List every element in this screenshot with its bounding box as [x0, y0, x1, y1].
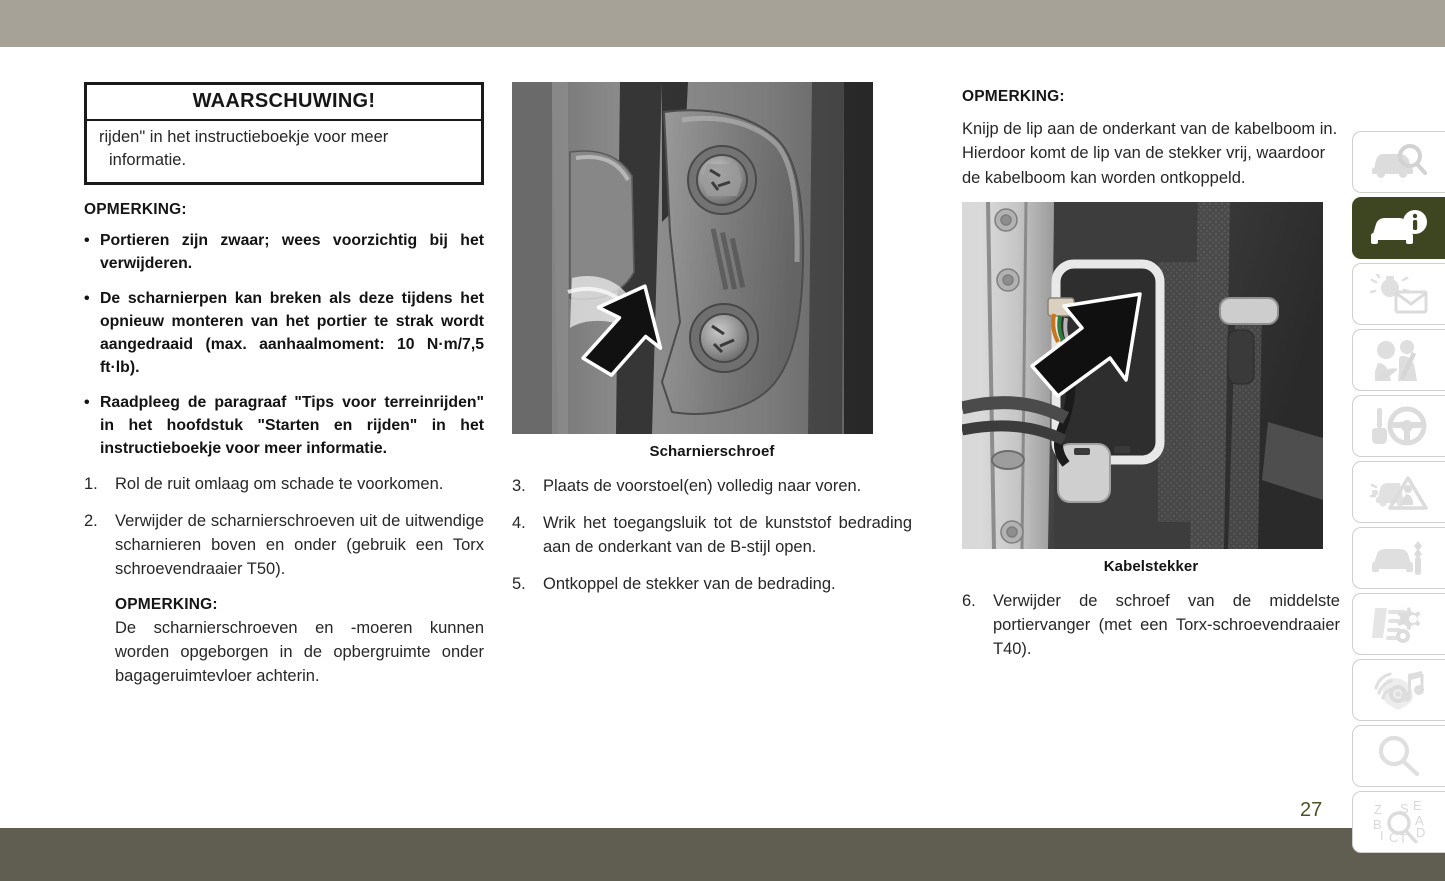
warning-line-1: rijden" in het instructieboekje voor meer: [99, 128, 389, 146]
sidebar-tabs: [1352, 131, 1445, 857]
sidebar-tab-specifications[interactable]: [1352, 593, 1445, 655]
list-item: [512, 512, 912, 560]
list-gears-icon: [1371, 604, 1427, 644]
svg-text:Z: Z: [1374, 802, 1382, 817]
step-number: 6.: [962, 591, 976, 610]
hinge-screw-illustration: [512, 82, 873, 434]
step-number: 1.: [84, 475, 98, 494]
note-heading: OPMERKING:: [84, 200, 187, 218]
list-item: [962, 590, 1340, 662]
svg-text:C: C: [1389, 830, 1399, 843]
top-band: [0, 0, 1445, 47]
warning-line-2: informatie.: [109, 151, 187, 170]
warning-box: [84, 82, 484, 185]
seatbelt-occupant-icon: [1372, 339, 1426, 381]
abc-index-icon: [1372, 801, 1426, 843]
sidebar-tab-index[interactable]: [1352, 791, 1445, 853]
step-list-two: [512, 475, 912, 597]
sub-note-heading: OPMERKING:: [115, 596, 218, 614]
warning-title: WAARSCHUWING!: [87, 85, 481, 121]
step-list-three: [962, 590, 1340, 662]
sidebar-tab-vehicle-search[interactable]: [1352, 131, 1445, 193]
column-three: [962, 82, 1340, 675]
sun-envelope-icon: [1370, 274, 1428, 314]
audio-music-icon: [1372, 670, 1426, 710]
step-number: 4.: [512, 513, 526, 532]
note-bullet-list: [84, 230, 484, 461]
cable-connector-illustration: [962, 202, 1323, 549]
car-warning-triangle-icon: [1370, 472, 1428, 512]
svg-text:A: A: [1415, 813, 1424, 828]
step-text: Wrik het toegangsluik tot de kunststof bedrading aan de onderkant van de B-stijl open.: [543, 513, 912, 556]
step-text: Ontkoppel de stekker van de bedrading.: [543, 574, 836, 593]
svg-text:S: S: [1400, 801, 1409, 816]
sidebar-tab-starting-driving[interactable]: [1352, 395, 1445, 457]
sidebar-tab-notifications[interactable]: [1352, 263, 1445, 325]
step-number: 3.: [512, 477, 526, 495]
sidebar-tab-search[interactable]: [1352, 725, 1445, 787]
list-item: [84, 473, 484, 497]
hinge-screw-photo: [512, 82, 873, 434]
warning-body: [87, 121, 481, 182]
svg-text:D: D: [1416, 825, 1426, 840]
figure-caption-connector: Kabelstekker: [1103, 557, 1199, 575]
magnifier-icon: [1376, 735, 1422, 777]
car-info-icon: [1370, 209, 1428, 247]
step-number: 2.: [84, 512, 98, 531]
svg-text:B: B: [1373, 817, 1382, 832]
list-item: • Portieren zijn zwaar; wees voorzichtig bij het verwijderen.: [84, 230, 484, 275]
bottom-band: [0, 828, 1445, 881]
sidebar-tab-multimedia[interactable]: [1352, 659, 1445, 721]
note-text-right: Knijp de lip aan de onderkant van de kabelboom in. Hierdoor komt de lip van de stekker vrij, waardoor de kabelboom kan worden ontkoppeld.: [962, 120, 1338, 187]
key-steering-wheel-icon: [1371, 406, 1427, 446]
sidebar-tab-maintenance[interactable]: [1352, 527, 1445, 589]
step-text: Verwijder de schroef van de middelste portiervanger (met een Torx-schroevendraaier T40).: [993, 591, 1340, 658]
step-text: Rol de ruit omlaag om schade te voorkomen.: [115, 475, 444, 494]
sub-note: [84, 596, 484, 689]
svg-text:E: E: [1413, 801, 1422, 813]
svg-text:T: T: [1399, 831, 1407, 843]
cable-connector-photo: [962, 202, 1323, 549]
sidebar-tab-safety[interactable]: [1352, 329, 1445, 391]
step-text: Verwijder de scharnierschroeven uit de uitwendige scharnieren boven en onder (gebruik een Torx schroevendraaier T50).: [115, 512, 484, 579]
column-one: [84, 82, 484, 689]
list-item: • Raadpleeg de paragraaf "Tips voor terreinrijden" in het hoofdstuk "Starten en rijden" in het instructieboekje voor meer informatie.: [84, 392, 484, 460]
list-item: [512, 475, 912, 499]
page-content: [0, 47, 1445, 843]
column-two: [512, 82, 912, 610]
step-number: 5.: [512, 574, 526, 593]
list-item: [512, 573, 912, 597]
step-text: Plaats de voorstoel(en) volledig naar voren.: [543, 477, 862, 495]
figure-caption-hinge: Scharnierschroef: [649, 443, 775, 460]
list-item: • De scharnierpen kan breken als deze tijdens het opnieuw monteren van het portier te strak wordt aangedraaid (max. aanhaalmoment: 10 N·m/7,5 ft·lb).: [84, 288, 484, 379]
list-item: [84, 510, 484, 582]
car-magnifier-icon: [1370, 143, 1428, 181]
page-number: 27: [1300, 799, 1323, 821]
car-wrench-icon: [1370, 539, 1428, 577]
sub-note-text: De scharnierschroeven en -moeren kunnen worden opgeborgen in de opbergruimte onder bagageruimtevloer achterin.: [115, 619, 484, 685]
sidebar-tab-emergency[interactable]: [1352, 461, 1445, 523]
note-heading-right: OPMERKING:: [962, 88, 1065, 105]
step-list-one: [84, 473, 484, 582]
sidebar-tab-vehicle-info[interactable]: [1352, 197, 1445, 259]
svg-text:I: I: [1380, 828, 1384, 843]
